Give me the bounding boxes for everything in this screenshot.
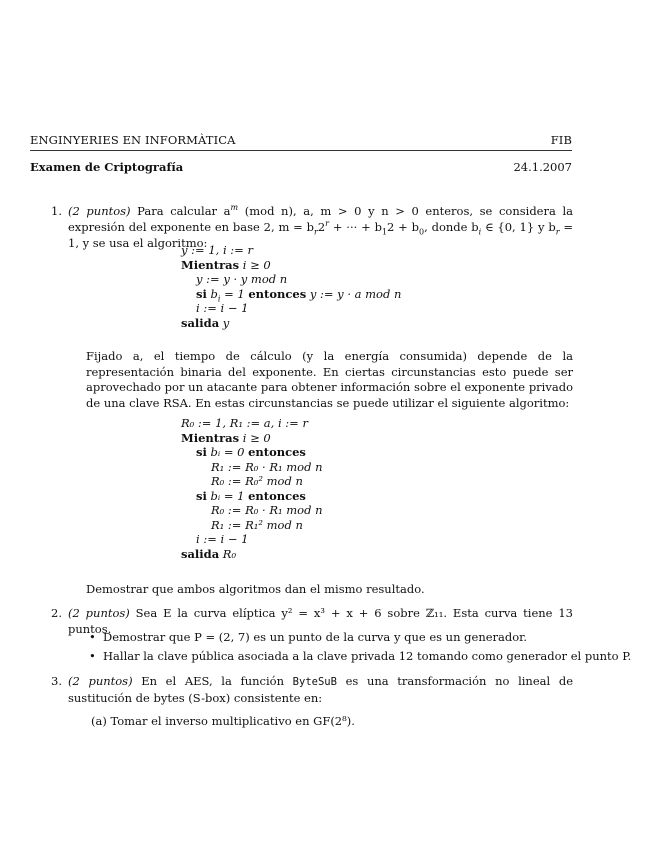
algo-line: y := 1, i := r <box>181 243 253 257</box>
algo-line: si bᵢ = 1 entonces <box>196 488 306 503</box>
header-rule <box>30 150 572 151</box>
algo-line: R₀ := 1, R₁ := a, i := r <box>181 416 308 430</box>
exam-title: Examen de Criptografía <box>30 160 184 174</box>
header-row <box>30 133 572 147</box>
question-3: 3. (2 puntos) En el AES, la función ByteSuB es una transformación no lineal de sustitución de bytes (S-box) consistente en: <box>68 673 573 706</box>
question-points: (2 puntos) <box>68 674 133 688</box>
question-number: 3. <box>51 674 62 688</box>
list-item: • Hallar la clave pública asociada a la clave privada 12 tomando como generador el punto P. <box>103 648 631 664</box>
org-name: FIB <box>550 133 572 147</box>
exam-date: 24.1.2007 <box>513 160 572 174</box>
algo-line: R₁ := R₀ · R₁ mod n <box>211 459 323 474</box>
algorithm-2 <box>181 416 323 561</box>
function-name: ByteSuB <box>292 676 337 688</box>
algo-line: Mientras i ≥ 0 <box>181 257 271 272</box>
algo-line: si bᵢ = 0 entonces <box>196 445 306 459</box>
algorithm-1 <box>181 243 401 330</box>
list-item: (a) Tomar el inverso multiplicativo en GF(2⁸). <box>91 714 355 728</box>
algo-line: i := i − 1 <box>196 532 249 546</box>
question-points: (2 puntos) <box>68 204 131 218</box>
question-1: 1. (2 puntos) Para calcular $a^m$ (mod n), a, m > 0 y n > 0 enteros, se considera la expresión del exponente en base 2, $m = b_r2^r$ + ··· + $b_12 + b_0$, donde $b_i$ ∈ {0, 1} y $b_r = 1$, y se usa el algoritmo: <box>68 203 573 251</box>
question-2: 2. (2 puntos) Sea E la curva elíptica y² = x³ + x + 6 sobre ℤ₁₁. Esta curva tiene 13 puntos. <box>68 605 573 637</box>
q1-paragraph: Fijado a, el tiempo de cálculo (y la energía consumida) depende de la representación binaria del exponente. En ciertas circunstancias esto puede ser aprovechado por un atacante para obtener información sobre el exponente privado de una clave RSA. En estas circunstancias se puede utilizar el siguiente algoritmo: <box>86 349 573 410</box>
algo-line: salida R₀ <box>181 546 237 561</box>
exam-title-row <box>30 160 572 174</box>
school-name: ENGINYERIES EN INFORMÀTICA <box>30 133 236 147</box>
list-item: • Demostrar que P = (2, 7) es un punto de la curva y que es un generador. <box>103 629 527 645</box>
algo-line: y := y · y mod n <box>196 272 288 286</box>
question-points: (2 puntos) <box>68 606 130 620</box>
algo-line: R₀ := R₀² mod n <box>211 474 303 488</box>
algo-line: R₀ := R₀ · R₁ mod n <box>211 503 323 517</box>
question-number: 1. <box>51 204 62 218</box>
algo-line: Mientras i ≥ 0 <box>181 430 271 445</box>
algo-line: R₁ := R₁² mod n <box>211 517 303 532</box>
q1-conclusion: Demostrar que ambos algoritmos dan el mismo resultado. <box>86 582 425 596</box>
algo-line: salida y <box>181 315 230 330</box>
algo-line: i := i − 1 <box>196 301 249 315</box>
question-number: 2. <box>51 606 62 620</box>
algo-line: si $b_i = 1$ entonces y := y · a mod n <box>196 286 402 303</box>
